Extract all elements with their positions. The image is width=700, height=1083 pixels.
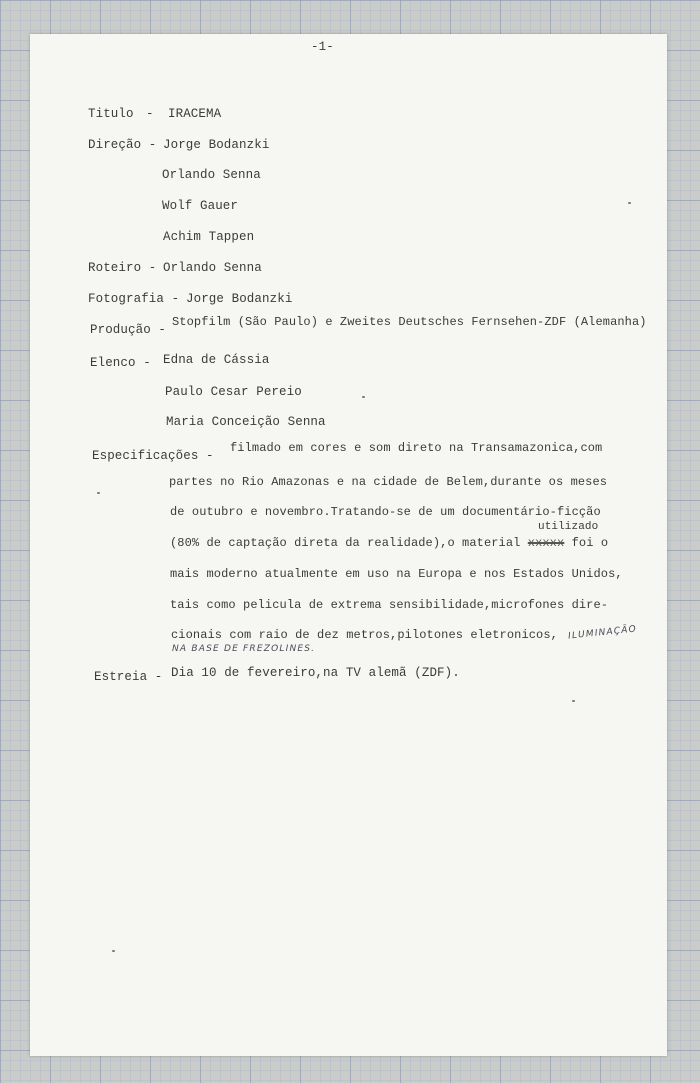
paper-mark (628, 202, 631, 204)
producao-value: Stopfilm (São Paulo) e Zweites Deutsches Fernsehen-ZDF (Alemanha) (172, 315, 647, 329)
estreia-label: Estreia - (94, 670, 163, 684)
paper-mark (362, 396, 365, 398)
page-number: -1- (311, 40, 334, 54)
direcao-name: Jorge Bodanzki (163, 138, 270, 152)
direcao-name: Wolf Gauer (162, 199, 239, 213)
paper-mark (97, 492, 100, 494)
roteiro-value: Orlando Senna (163, 261, 262, 275)
especificacoes-line (170, 536, 608, 550)
elenco-name: Edna de Cássia (163, 353, 270, 367)
titulo-value: IRACEMA (168, 107, 222, 121)
elenco-label: Elenco - (90, 356, 151, 370)
line4-before: (80% de captação direta da realidade),o material (170, 536, 521, 550)
handwritten-note: ILUMINAÇÃO (567, 624, 638, 642)
direcao-name: Achim Tappen (163, 230, 255, 244)
titulo-dash: - (146, 107, 154, 121)
paper-mark (112, 950, 115, 952)
elenco-name: Paulo Cesar Pereio (165, 385, 302, 399)
especificacoes-line: cionais com raio de dez metros,pilotones eletronicos, (171, 628, 558, 642)
correction-insertion: utilizado (538, 521, 599, 533)
line4-after: foi o (571, 536, 609, 550)
estreia-value: Dia 10 de fevereiro,na TV alemã (ZDF). (171, 666, 460, 680)
fotografia-value: Jorge Bodanzki (186, 292, 293, 306)
especificacoes-label: Especificações - (92, 449, 214, 463)
especificacoes-line: partes no Rio Amazonas e na cidade de Belem,durante os meses (169, 475, 608, 489)
paper-mark (572, 700, 575, 702)
direcao-name: Orlando Senna (162, 168, 261, 182)
elenco-name: Maria Conceição Senna (166, 415, 326, 429)
handwritten-note: NA BASE DE FREZOLINES. (172, 644, 316, 654)
especificacoes-line: de outubro e novembro.Tratando-se de um documentário-ficção (170, 505, 601, 519)
direcao-label: Direção - (88, 138, 157, 152)
roteiro-label: Roteiro - (88, 261, 157, 275)
struck-word: xxxxx (527, 536, 565, 550)
producao-label: Produção - (90, 323, 167, 337)
titulo-label: Titulo (88, 107, 134, 121)
especificacoes-line: filmado em cores e som direto na Transamazonica,com (230, 441, 603, 455)
fotografia-label: Fotografia - (88, 292, 180, 306)
especificacoes-line: mais moderno atualmente em uso na Europa e nos Estados Unidos, (170, 567, 623, 581)
especificacoes-line: tais como pelicula de extrema sensibilidade,microfones dire- (170, 598, 609, 612)
